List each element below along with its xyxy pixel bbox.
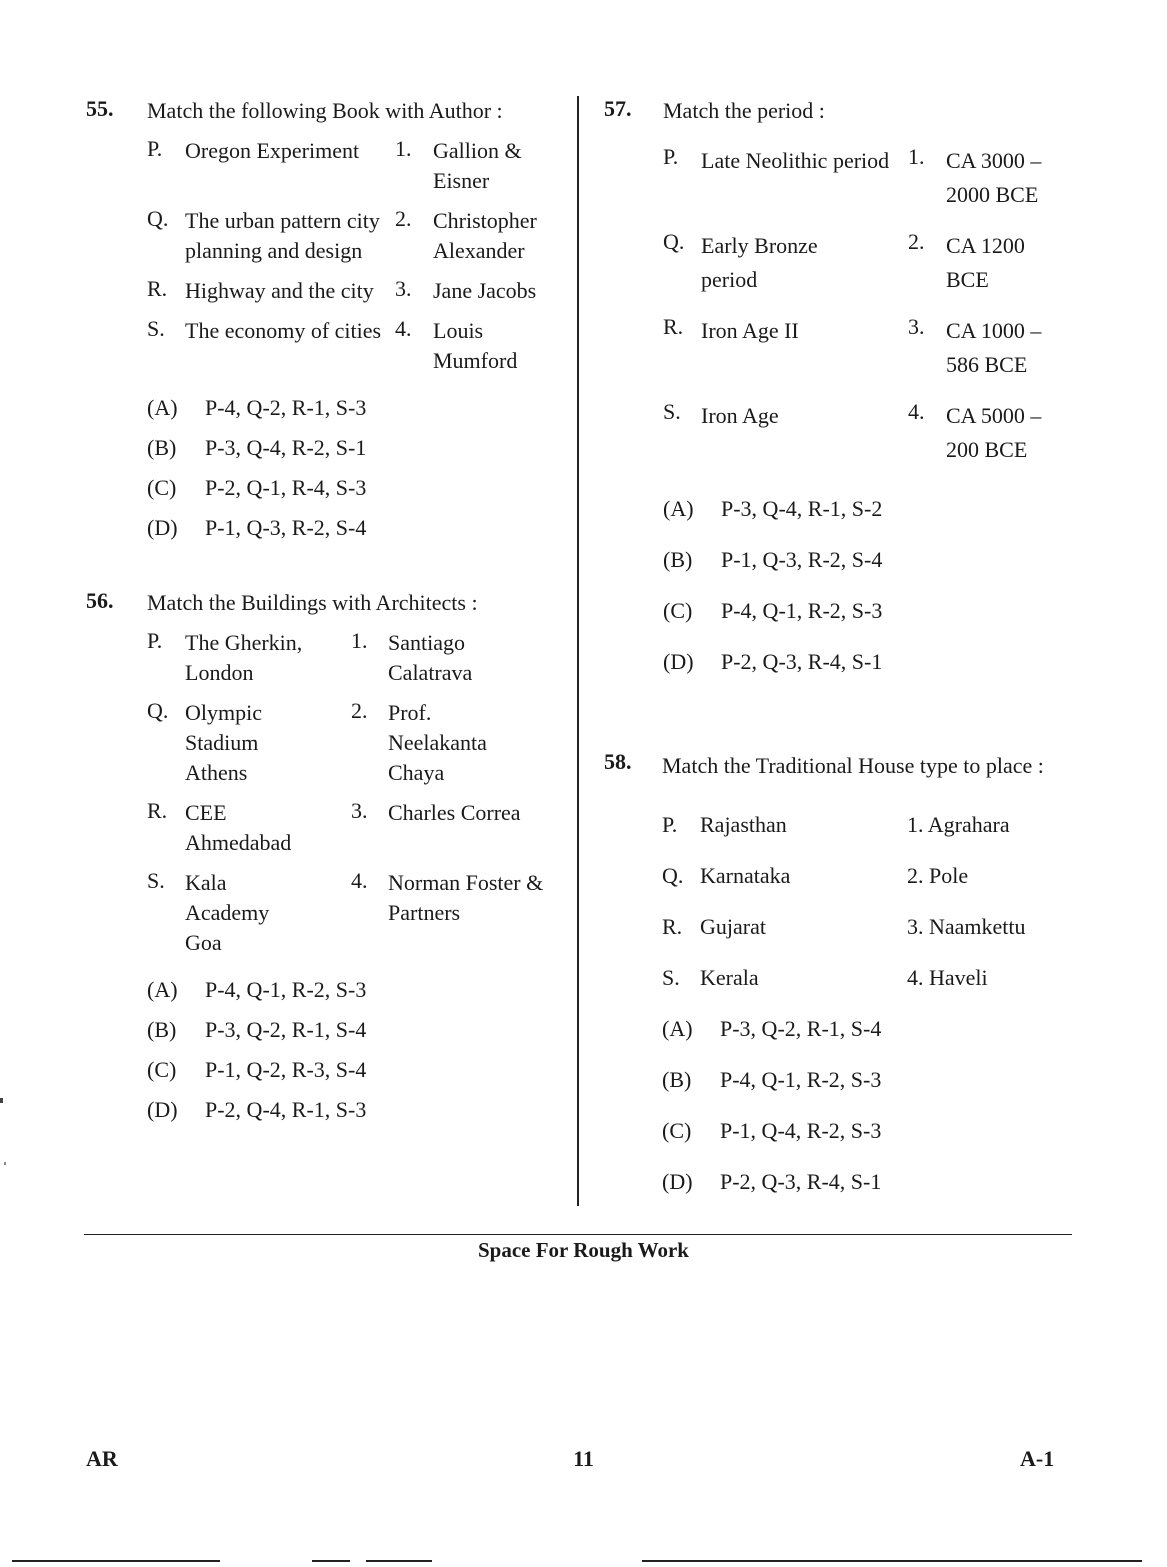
pair-item: The economy of cities [185,318,382,343]
option-value: P-1, Q-4, R-2, S-3 [720,1118,882,1143]
pair-item: Gujarat [700,914,766,939]
match-pair [147,316,556,376]
option-value: P-3, Q-4, R-1, S-2 [721,496,883,521]
pair-match: Prof. Neelakanta Chaya [388,700,487,785]
match-pair [662,901,1074,952]
answer-option[interactable] [663,585,1074,636]
option-value: P-1, Q-3, R-2, S-4 [205,515,367,540]
question-number: 57. [604,96,632,121]
pair-item: The urban pattern city planning and design [185,208,380,263]
pair-match: Louis Mumford [433,318,518,373]
pair-match: 4. Haveli [907,965,988,990]
pair-number: 1. [395,136,412,161]
match-pair [663,314,1074,382]
option-value: P-2, Q-3, R-4, S-1 [720,1169,882,1194]
pair-match: Jane Jacobs [433,278,537,303]
bottom-rule [312,1560,350,1562]
pair-match: 3. Naamkettu [907,914,1026,939]
pair-letter: R. [663,314,684,339]
pair-number: 2. [395,206,412,231]
option-value: P-4, Q-1, R-2, S-3 [205,977,367,1002]
column-divider [577,96,579,1206]
pair-letter: P. [147,628,163,653]
pair-number: 1. [351,628,368,653]
answer-option[interactable] [147,1050,556,1090]
answer-option[interactable] [147,1010,556,1050]
pair-match: CA 1200 BCE [946,233,1025,292]
pair-item: Iron Age [701,403,779,428]
option-label: (D) [662,1169,693,1194]
pair-match: Christopher Alexander [433,208,537,263]
match-pair [662,799,1074,850]
pair-number: 3. [908,314,925,339]
question-text: Match the Traditional House type to place : [662,753,1044,778]
option-label: (D) [663,649,694,674]
option-label: (C) [147,475,177,500]
answer-option[interactable] [147,970,556,1010]
match-pair [147,868,556,958]
scan-mark [0,1098,3,1103]
question-number: 58. [604,749,632,774]
pair-item: Oregon Experiment [185,138,360,163]
pair-number: 3. [395,276,412,301]
match-pair [147,276,556,306]
match-pair [663,229,1074,297]
option-value: P-3, Q-2, R-1, S-4 [720,1016,882,1041]
rough-work-divider [84,1234,1072,1235]
question-56 [86,588,556,1130]
match-pair [147,628,556,688]
pair-letter: P. [147,136,163,161]
pair-match: Norman Foster & Partners [388,870,544,925]
question-number: 55. [86,96,114,121]
option-label: (C) [662,1118,692,1143]
option-label: (A) [147,977,178,1002]
pair-item: Olympic Stadium Athens [185,700,262,785]
pair-letter: R. [662,914,683,939]
pair-letter: Q. [147,698,169,723]
pair-match: 1. Agrahara [907,812,1010,837]
pair-item: Late Neolithic period [701,148,890,173]
option-label: (A) [662,1016,693,1041]
option-label: (A) [147,395,178,420]
option-value: P-4, Q-1, R-2, S-3 [720,1067,882,1092]
pair-item: Karnataka [700,863,791,888]
pair-letter: P. [663,144,679,169]
pair-match: CA 1000 – 586 BCE [946,318,1042,377]
pair-match: 2. Pole [907,863,969,888]
option-label: (D) [147,515,178,540]
question-text: Match the Buildings with Architects : [147,590,478,615]
pair-letter: R. [147,798,168,823]
page-number: 11 [573,1446,594,1471]
answer-option[interactable] [147,388,556,428]
match-pair [147,698,556,788]
option-value: P-2, Q-3, R-4, S-1 [721,649,883,674]
pair-number: 2. [908,229,925,254]
option-label: (B) [663,547,693,572]
answer-option[interactable] [147,428,556,468]
right-column [604,96,1074,1207]
option-value: P-2, Q-4, R-1, S-3 [205,1097,367,1122]
option-value: P-2, Q-1, R-4, S-3 [205,475,367,500]
pair-item: CEE Ahmedabad [185,800,292,855]
question-58 [604,749,1074,1207]
option-label: (D) [147,1097,178,1122]
pair-item: Highway and the city [185,278,374,303]
pair-letter: Q. [147,206,169,231]
answer-option[interactable] [147,508,556,548]
pair-letter: Q. [662,863,684,888]
pair-item: Kerala [700,965,759,990]
match-pair [663,144,1074,212]
pair-letter: S. [147,316,165,341]
answer-option[interactable] [663,483,1074,534]
pair-letter: R. [147,276,168,301]
match-pair [147,206,556,266]
answer-option[interactable] [147,1090,556,1130]
pair-number: 4. [395,316,412,341]
match-pair [147,136,556,196]
option-label: (A) [663,496,694,521]
question-57 [604,96,1074,687]
option-value: P-4, Q-1, R-2, S-3 [721,598,883,623]
match-pair [662,952,1074,1003]
paper-code: AR [86,1446,118,1471]
pair-letter: Q. [663,229,685,254]
option-label: (B) [662,1067,692,1092]
option-value: P-4, Q-2, R-1, S-3 [205,395,367,420]
pair-item: Rajasthan [700,812,787,837]
answer-option[interactable] [663,534,1074,585]
option-value: P-1, Q-3, R-2, S-4 [721,547,883,572]
option-value: P-3, Q-4, R-2, S-1 [205,435,367,460]
pair-letter: S. [663,399,681,424]
option-label: (C) [147,1057,177,1082]
answer-option[interactable] [662,1105,1074,1156]
pair-match: CA 3000 – 2000 BCE [946,148,1042,207]
pair-letter: S. [147,868,165,893]
rough-work-heading: Space For Rough Work [477,1238,689,1262]
bottom-rule [366,1560,432,1562]
option-value: P-3, Q-2, R-1, S-4 [205,1017,367,1042]
scan-mark [4,1162,6,1165]
pair-match: CA 5000 – 200 BCE [946,403,1042,462]
booklet-series: A-1 [1020,1446,1055,1471]
pair-item: Early Bronze period [701,233,818,292]
match-pair [662,850,1074,901]
pair-item: The Gherkin, London [185,630,303,685]
question-number: 56. [86,588,114,613]
pair-letter: S. [662,965,680,990]
option-label: (C) [663,598,693,623]
bottom-rule [12,1560,220,1562]
option-label: (B) [147,435,177,460]
pair-match: Gallion & Eisner [433,138,522,193]
answer-option[interactable] [662,1054,1074,1105]
answer-option[interactable] [662,1156,1074,1207]
pair-number: 1. [908,144,925,169]
answer-option[interactable] [147,468,556,508]
pair-letter: P. [662,812,678,837]
question-text: Match the following Book with Author : [147,98,503,123]
answer-option[interactable] [663,636,1074,687]
pair-number: 4. [908,399,925,424]
pair-number: 4. [351,868,368,893]
pair-item: Kala Academy Goa [185,870,270,955]
match-pair [663,399,1074,467]
answer-option[interactable] [662,1003,1074,1054]
pair-match: Charles Correa [388,800,521,825]
pair-number: 3. [351,798,368,823]
pair-match: Santiago Calatrava [388,630,473,685]
question-text: Match the period : [663,98,825,123]
match-pair [147,798,556,858]
question-55 [86,96,556,548]
bottom-rule [642,1560,1142,1562]
left-column [86,96,556,1130]
option-value: P-1, Q-2, R-3, S-4 [205,1057,367,1082]
option-label: (B) [147,1017,177,1042]
pair-item: Iron Age II [701,318,799,343]
pair-number: 2. [351,698,368,723]
